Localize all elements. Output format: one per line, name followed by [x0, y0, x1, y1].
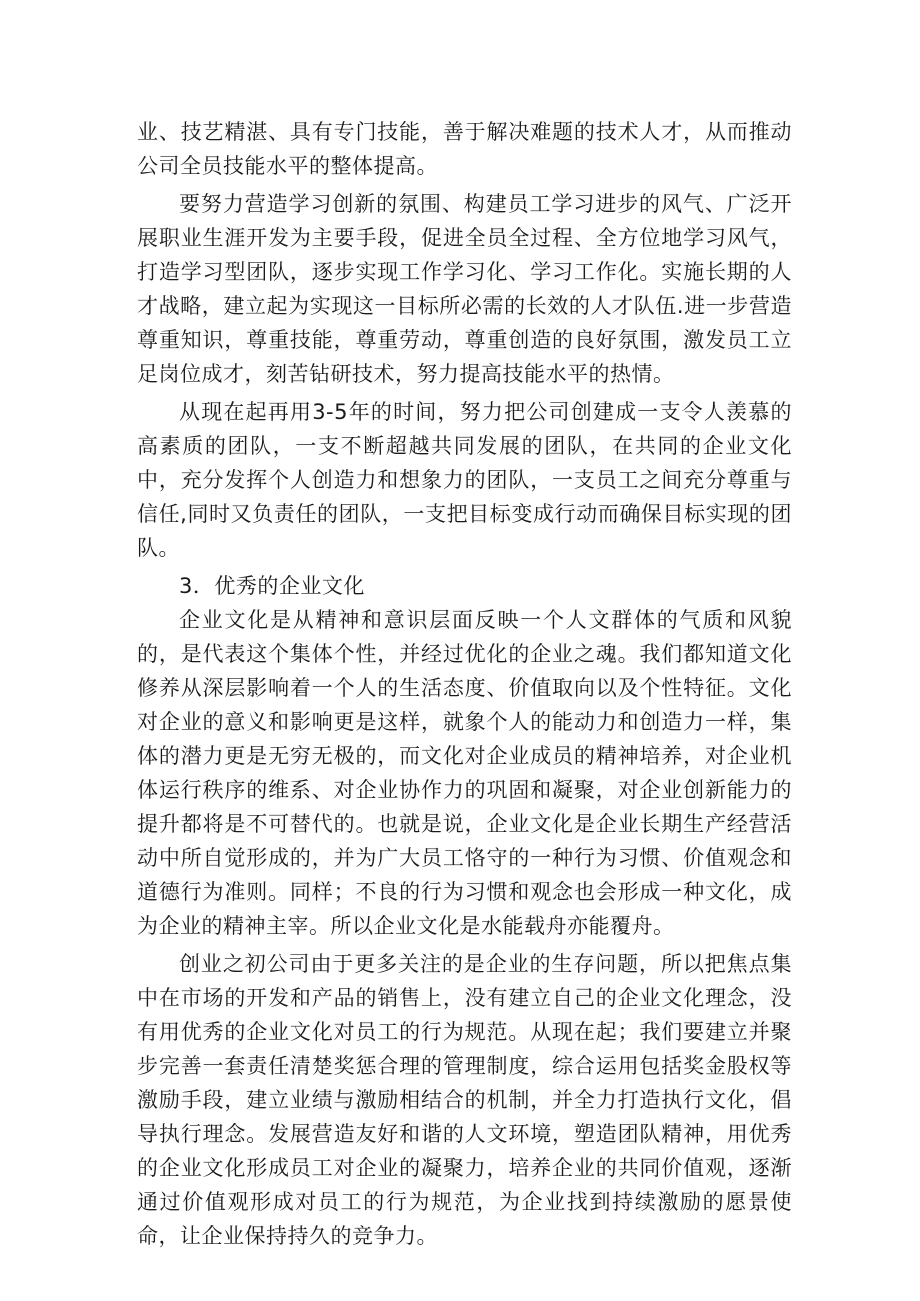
- paragraph-learning-atmosphere: 要努力营造学习创新的氛围、构建员工学习进步的风气、广泛开展职业生涯开发为主要手段，促进全员全过程、全方位地学习风气，打造学习型团队，逐步实现工作学习化、学习工作化。实施长期的人才战略，建立起为实现这一目标所必需的长效的人才队伍.进一步营造尊重知识，尊重技能，尊重劳动，尊重创造的良好氛围，激发员工立足岗位成才，刻苦钻研技术，努力提高技能水平的热情。: [137, 192, 792, 386]
- paragraph-team-goal: 从现在起再用3-5年的时间，努力把公司创建成一支令人羡慕的高素质的团队，一支不断超越共同发展的团队，在共同的企业文化中，充分发挥个人创造力和想象力的团队，一支员工之间充分尊重与信任,同时又负责任的团队，一支把目标变成行动而确保目标实现的团队。: [137, 400, 792, 560]
- document-body: [137, 115, 792, 1253]
- section-heading: 3．优秀的企业文化: [179, 574, 365, 598]
- paragraph-startup-culture: 创业之初公司由于更多关注的是企业的生存问题，所以把焦点集中在市场的开发和产品的销售上，没有建立自己的企业文化理念，没有用优秀的企业文化对员工的行为规范。从现在起；我们要建立并聚步完善一套责任清楚奖惩合理的管理制度，综合运用包括奖金股权等激励手段，建立业绩与激励相结合的机制，并全力打造执行文化，倡导执行理念。发展营造友好和谐的人文环境，塑造团队精神，用优秀的企业文化形成员工对企业的凝聚力，培养企业的共同价值观，逐渐通过价值观形成对员工的行为规范，为企业找到持续激励的愿景使命，让企业保持持久的竞争力。: [137, 952, 792, 1248]
- paragraph-continuation: 业、技艺精湛、具有专门技能，善于解决难题的技术人才，从而推动公司全员技能水平的整体提高。: [137, 120, 792, 178]
- paragraph-corporate-culture: 企业文化是从精神和意识层面反映一个人文群体的气质和风貌的，是代表这个集体个性，并经过优化的企业之魂。我们都知道文化修养从深层影响着一个人的生活态度、价值取向以及个性特征。文化对企业的意义和影响更是这样，就象个人的能动力和创造力一样，集体的潜力更是无穷无极的，而文化对企业成员的精神培养，对企业机体运行秩序的维系、对企业协作力的巩固和凝聚，对企业创新能力的提升都将是不可替代的。也就是说，企业文化是企业长期生产经营活动中所自觉形成的，并为广大员工恪守的一种行为习惯、价值观念和道德行为准则。同样；不良的行为习惯和观念也会形成一种文化，成为企业的精神主宰。所以企业文化是水能载舟亦能覆舟。: [137, 608, 792, 938]
